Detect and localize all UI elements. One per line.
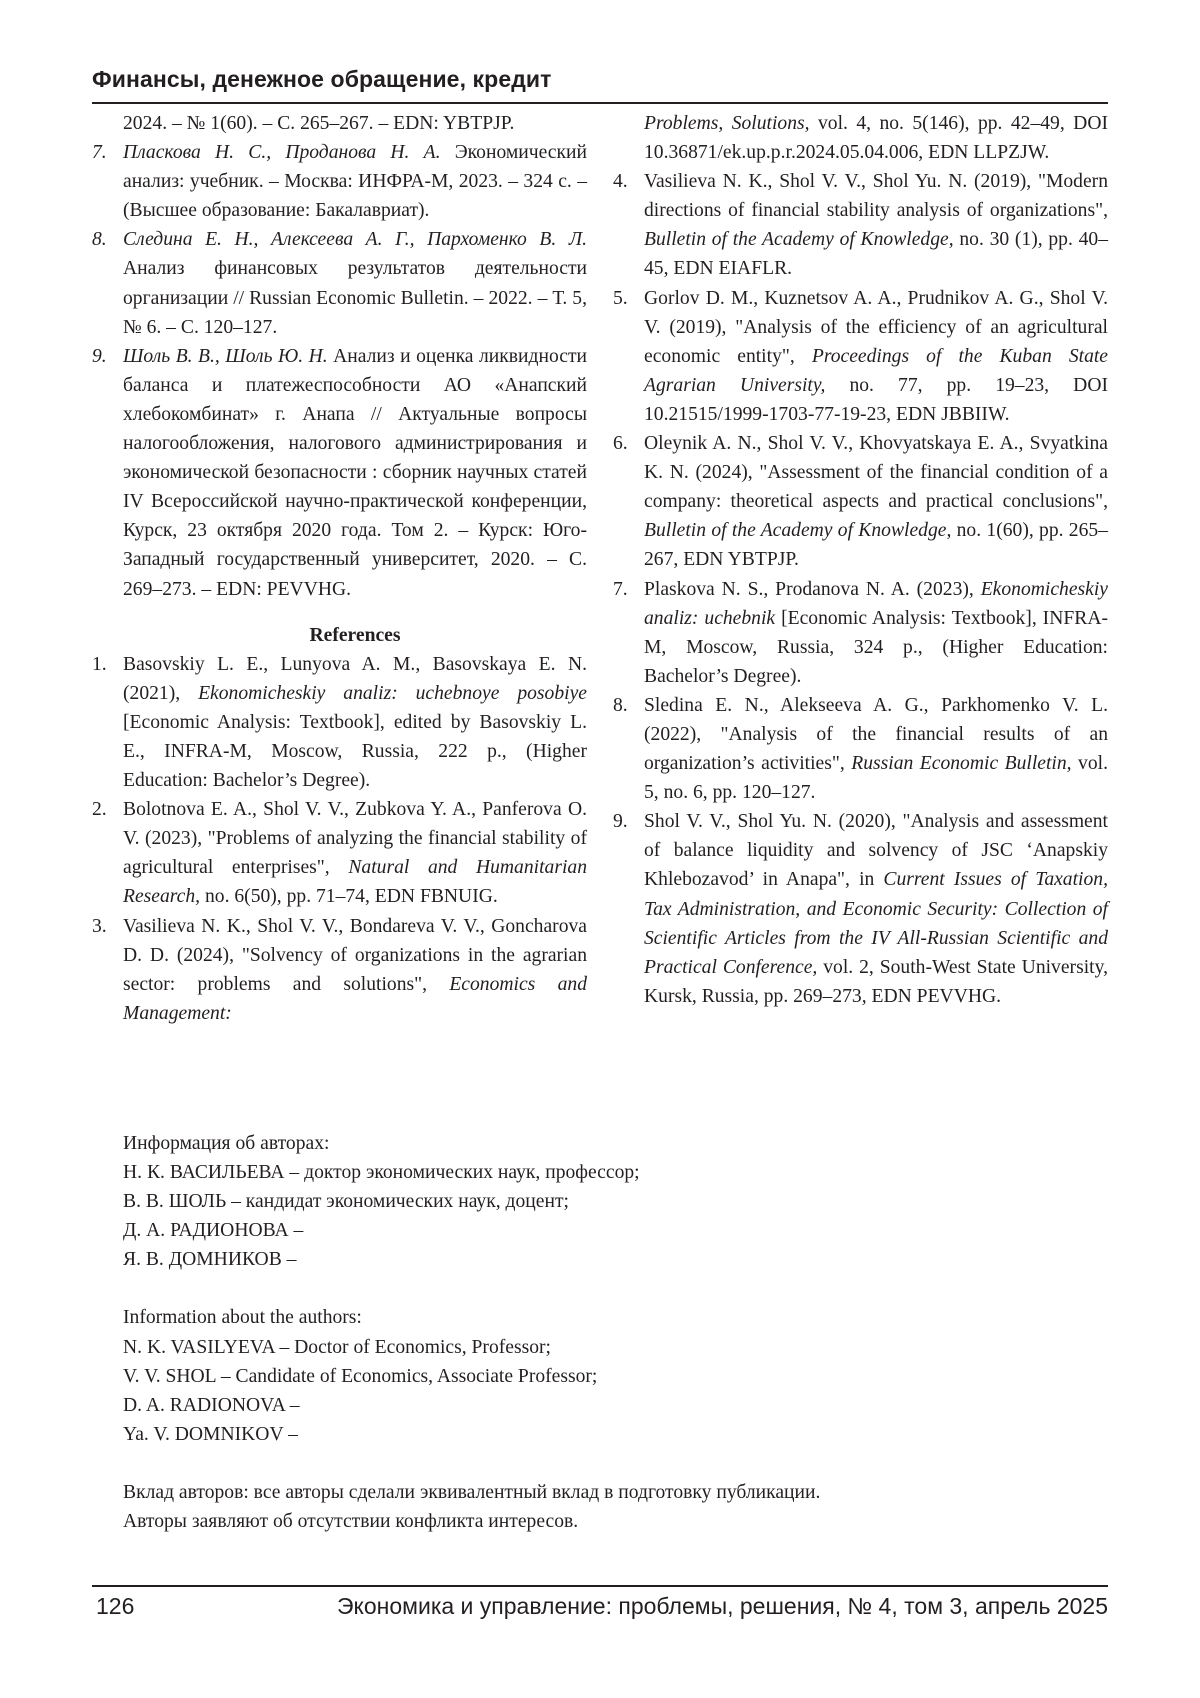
running-head: Финансы, денежное обращение, кредит — [92, 66, 552, 93]
reference-title-italic: Ekonomicheskiy analiz: uchebnoye posobiye — [198, 683, 587, 704]
reference-number: 9. — [613, 807, 644, 1011]
authors-ru-heading: Информация об авторах: — [123, 1129, 820, 1158]
reference-title-italic: Russian Economic Bulletin, — [851, 753, 1071, 774]
reference-number: 5. — [613, 284, 644, 429]
reference-body — [644, 691, 1108, 807]
conflict-statement: Авторы заявляют об отсутствии конфликта интересов. — [123, 1507, 820, 1536]
journal-footer: Экономика и управление: проблемы, решения, № 4, том 3, апрель 2025 — [337, 1593, 1108, 1620]
reference-text: Gorlov D. M., Kuznetsov A. A., Prudnikov A. G., Shol V. V. (2019), "Analysis of the efficiency of an agricultural economic entity", — [644, 288, 1108, 367]
reference-text: Анализ финансовых результатов деятельности организации // Russian Economic Bulletin. – 2022. – Т. 5, № 6. – С. 120–127. — [123, 258, 587, 337]
author-line: Н. К. ВАСИЛЬЕВА – доктор экономических наук, профессор; — [123, 1158, 820, 1187]
reference-item — [92, 912, 587, 1028]
reference-body — [123, 225, 587, 341]
page-number: 126 — [96, 1593, 134, 1620]
reference-number: 1. — [92, 650, 123, 795]
russian-references — [92, 138, 587, 604]
reference-body — [123, 138, 587, 225]
reference-text: no. 6(50), pp. 71–74, EDN FBNUIG. — [200, 886, 498, 907]
author-line: V. V. SHOL – Candidate of Economics, Associate Professor; — [123, 1362, 820, 1391]
author-line: N. K. VASILYEVA – Doctor of Economics, Professor; — [123, 1333, 820, 1362]
reference-title-italic: Шоль В. В., Шоль Ю. Н. — [123, 346, 328, 367]
reference-text: Анализ и оценка ликвидности баланса и платежеспособности АО «Анапский хлебокомбинат» г. Анапа // Актуальные вопросы налогообложения, налогового администрирования и экономической безопасности : сборник научных статей IV Всероссийской научно-практической конференции, Курск, 23 октября 2020 года. Том 2. – Курск: Юго-Западный государственный университет, 2020. – С. 269–273. – EDN: PEVVHG. — [123, 346, 587, 600]
reference-text: no. 77, pp. 19–23, DOI 10.21515/1999-1703-77-19-23, EDN JBBIIW. — [644, 375, 1108, 425]
reference-number: 2. — [92, 795, 123, 911]
reference-number: 9. — [92, 342, 123, 604]
reference-item — [92, 342, 587, 604]
reference-continuation: 2024. – № 1(60). – С. 265–267. – EDN: YBTPJP. — [92, 109, 587, 138]
header-rule — [92, 102, 1108, 104]
reference-title-italic: Economics and Management: — [123, 974, 587, 1024]
reference-body — [644, 807, 1108, 1011]
reference-text: Экономический анализ: учебник. – Москва: ИНФРА-М, 2023. – 324 с. – (Высшее образование: Бакалавриат). — [123, 142, 587, 221]
reference-text: Oleynik A. N., Shol V. V., Khovyatskaya E. A., Svyatkina K. N. (2024), "Assessment of the financial condition of a company: theoretical aspects and practical conclusions", — [644, 433, 1108, 512]
reference-number: 3. — [92, 912, 123, 1028]
author-line: Я. В. ДОМНИКОВ – — [123, 1245, 820, 1274]
reference-title-italic: Problems, Solutions, — [644, 113, 810, 134]
reference-number: 4. — [613, 167, 644, 283]
reference-body — [123, 650, 587, 795]
reference-title-italic: Следина Е. Н., Алексеева А. Г., Пархоменко В. Л. — [123, 229, 587, 250]
author-line: Д. А. РАДИОНОВА – — [123, 1216, 820, 1245]
reference-body — [644, 284, 1108, 429]
reference-item — [613, 575, 1108, 691]
reference-number: 7. — [92, 138, 123, 225]
reference-body — [123, 912, 587, 1028]
reference-item — [613, 429, 1108, 574]
reference-number: 8. — [613, 691, 644, 807]
reference-text: Plaskova N. S., Prodanova N. A. (2023), — [644, 579, 981, 600]
reference-number: 6. — [613, 429, 644, 574]
references-heading: References — [92, 621, 587, 650]
reference-item — [92, 650, 587, 795]
reference-title-italic: Current Issues of Taxation, Tax Administration, and Economic Security: Collection of Scientific Articles from the IV All-Russian Scientific and Practical Conference, — [644, 869, 1108, 977]
reference-text: [Economic Analysis: Textbook], INFRA-M, Moscow, Russia, 324 p., (Higher Education: Bachelor’s Degree). — [644, 608, 1108, 687]
footer-rule — [92, 1585, 1108, 1587]
reference-body — [644, 167, 1108, 283]
reference-text: [Economic Analysis: Textbook], edited by Basovskiy L. E., INFRA-M, Moscow, Russia, 222 p., (Higher Education: Bachelor’s Degree). — [123, 712, 587, 791]
authors-info — [123, 1129, 820, 1536]
reference-text: Bolotnova E. A., Shol V. V., Zubkova Y. A., Panferova O. V. (2023), "Problems of analyzing the financial stability of agricultural enterprises", — [123, 799, 587, 878]
reference-body — [644, 575, 1108, 691]
reference-text: vol. 2, South-West State University, Kursk, Russia, pp. 269–273, EDN PEVVHG. — [644, 957, 1108, 1007]
reference-text: Sledina E. N., Alekseeva A. G., Parkhomenko V. L. (2022), "Analysis of the financial results of an organization’s activities", — [644, 695, 1108, 774]
reference-item — [613, 807, 1108, 1011]
reference-number: 7. — [613, 575, 644, 691]
reference-text: no. 1(60), pp. 265–267, EDN YBTPJP. — [644, 520, 1108, 570]
contribution-statement: Вклад авторов: все авторы сделали эквивалентный вклад в подготовку публикации. — [123, 1478, 820, 1507]
reference-item — [92, 795, 587, 911]
reference-text: no. 30 (1), pp. 40–45, EDN EIAFLR. — [644, 229, 1108, 279]
reference-text: vol. 5, no. 6, pp. 120–127. — [644, 753, 1108, 803]
reference-text: Shol V. V., Shol Yu. N. (2020), "Analysis and assessment of balance liquidity and solvency of JSC ‘Anapskiy Khlebozavod’ in Anapa", in — [644, 811, 1108, 890]
english-references-right — [613, 167, 1108, 1011]
right-column — [613, 109, 1108, 1011]
reference-text: Basovskiy L. E., Lunyova A. M., Basovskaya E. N. (2021), — [123, 654, 587, 704]
reference-item — [613, 691, 1108, 807]
author-line: Ya. V. DOMNIKOV – — [123, 1420, 820, 1449]
reference-title-italic: Bulletin of the Academy of Knowledge, — [644, 229, 954, 250]
reference-item — [613, 284, 1108, 429]
reference-body — [123, 795, 587, 911]
reference-text: Vasilieva N. K., Shol V. V., Shol Yu. N. (2019), "Modern directions of financial stability analysis of organizations", — [644, 171, 1108, 221]
authors-en-heading: Information about the authors: — [123, 1303, 820, 1332]
reference-continuation — [613, 109, 1108, 167]
author-line: D. A. RADIONOVA – — [123, 1391, 820, 1420]
reference-text: Vasilieva N. K., Shol V. V., Bondareva V. V., Goncharova D. D. (2024), "Solvency of organizations in the agrarian sector: problems and solutions", — [123, 916, 587, 995]
reference-body — [644, 429, 1108, 574]
reference-title-italic: Natural and Humanitarian Research, — [123, 857, 587, 907]
left-column — [92, 109, 587, 1028]
english-references-left — [92, 650, 587, 1028]
reference-item — [92, 138, 587, 225]
reference-title-italic: Ekonomicheskiy analiz: uchebnik — [644, 579, 1108, 629]
reference-number: 8. — [92, 225, 123, 341]
reference-text: vol. 4, no. 5(146), pp. 42–49, DOI 10.36871/ek.up.p.r.2024.05.04.006, EDN LLPZJW. — [644, 113, 1108, 163]
reference-title-italic: Пласкова Н. С., Проданова Н. А. — [123, 142, 441, 163]
reference-title-italic: Bulletin of the Academy of Knowledge, — [644, 520, 951, 541]
reference-item — [613, 167, 1108, 283]
reference-title-italic: Proceedings of the Kuban State Agrarian University, — [644, 346, 1108, 396]
reference-item — [92, 225, 587, 341]
author-line: В. В. ШОЛЬ – кандидат экономических наук, доцент; — [123, 1187, 820, 1216]
reference-body — [123, 342, 587, 604]
